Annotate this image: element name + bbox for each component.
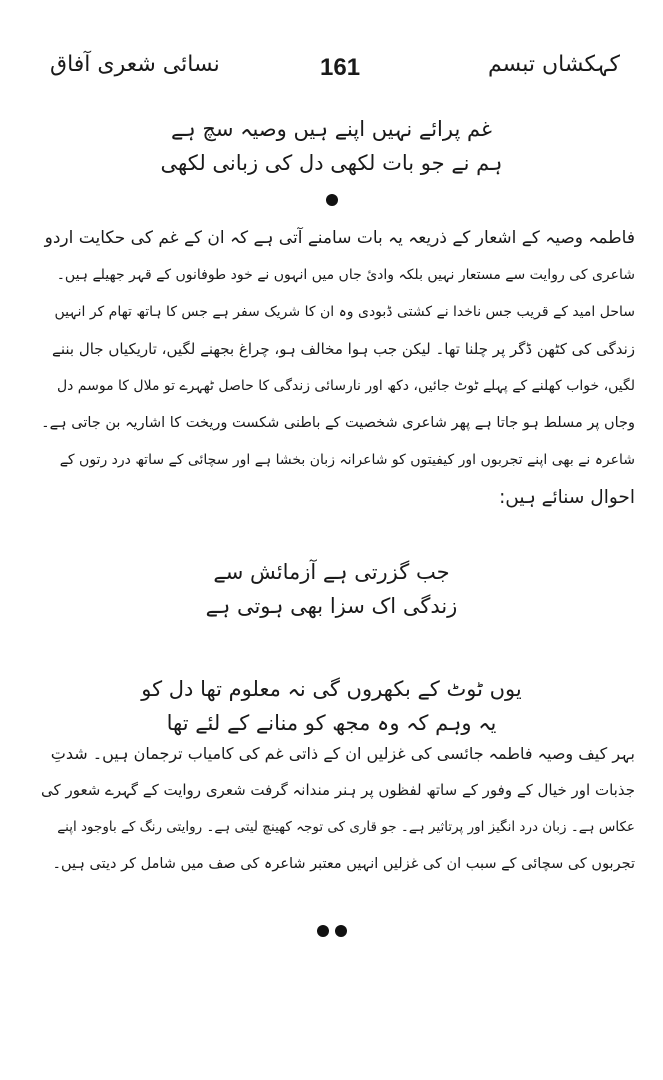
body-paragraph	[40, 220, 635, 516]
opening-couplet	[0, 112, 663, 180]
verse-couplet	[0, 672, 663, 740]
paragraph-line: زندگی کی کٹھن ڈگر پر چلنا تھا۔ لیکن جب ہوا مخالف ہو، چراغ بجھنے لگیں، تاریکیاں جال بننے	[52, 340, 635, 358]
dot-icon	[326, 194, 338, 206]
page-header	[50, 48, 620, 98]
paragraph-line: لگیں، خواب کھلنے کے پہلے ٹوٹ جائیں، دکھ اور نارسائی زندگی کا حاصل ٹھہرے تو ملال کا موسم دل	[56, 378, 635, 394]
couplet-line: یہ وہم کہ وہ مجھ کو منانے کے لئے تھا	[166, 711, 497, 735]
section-title: نسائی شعری آفاق	[50, 52, 220, 77]
paragraph-line: احوال سنائے ہیں:	[499, 487, 635, 508]
verse-couplet	[0, 555, 663, 623]
couplet-line: زندگی اک سزا بھی ہوتی ہے	[205, 594, 458, 618]
paragraph-line: ساحل امید کے قریب جس ناخدا نے کشتی ڈبودی وہ ان کا شریک سفر ہے جس کا ہاتھ تھام کر انہیں	[54, 304, 635, 320]
paragraph-line: عکاس ہے۔ زبان درد انگیز اور پرتاثیر ہے۔ جو قاری کی توجہ کھینچ لیتی ہے۔ روایتی رنگ کے باوجود اپنے	[57, 819, 635, 835]
couplet-line: غم پرائے نہیں اپنے ہیں وصیہ سچ ہے	[171, 117, 492, 141]
dot-icon	[335, 925, 347, 937]
dot-icon	[317, 925, 329, 937]
body-paragraph	[40, 735, 635, 883]
page-number: 161	[320, 54, 361, 81]
section-divider-dot	[0, 194, 663, 209]
end-divider-dots	[0, 925, 663, 940]
paragraph-line: شاعری کی روایت سے مستعار نہیں بلکہ وادیٔ جاں میں انہوں نے خود طوفانوں کے قہر جھیلے ہیں۔	[56, 267, 635, 283]
paragraph-line: فاطمہ وصیہ کے اشعار کے ذریعہ یہ بات سامنے آتی ہے کہ ان کے غم کی حکایت اردو	[44, 228, 635, 248]
couplet-line: یوں ٹوٹ کے بکھروں گی نہ معلوم تھا دل کو	[141, 677, 522, 701]
paragraph-line: تجربوں کی سچائی کے سبب ان کی غزلیں انہیں معتبر شاعرہ کی صف میں شامل کر دیتی ہیں۔	[52, 856, 635, 872]
paragraph-line: بہر کیف وصیہ فاطمہ جائسی کی غزلیں ان کے ذاتی غم کی کامیاب ترجمان ہیں۔ شدتِ	[50, 744, 635, 763]
book-title: کہکشاں تبسم	[487, 52, 620, 77]
couplet-line: ہم نے جو بات لکھی دل کی زبانی لکھی	[160, 151, 503, 175]
paragraph-line: جذبات اور خیال کے وفور کے ساتھ لفظوں پر ہنر مندانہ گرفت شعری روایت کے گہرے شعور کی	[41, 781, 635, 799]
paragraph-line: شاعرہ نے بھی اپنے تجربوں اور کیفیتوں کو شاعرانہ زبان بخشا ہے اور سچائی کے ساتھ درد رتوں کے	[59, 452, 635, 468]
paragraph-line: وجاں پر مسلط ہو جاتا ہے پھر شاعری شخصیت کے باطنی شکست وریخت کا اشاریہ بن جاتی ہے۔	[41, 415, 635, 431]
couplet-line: جب گزرتی ہے آزمائش سے	[213, 560, 450, 584]
